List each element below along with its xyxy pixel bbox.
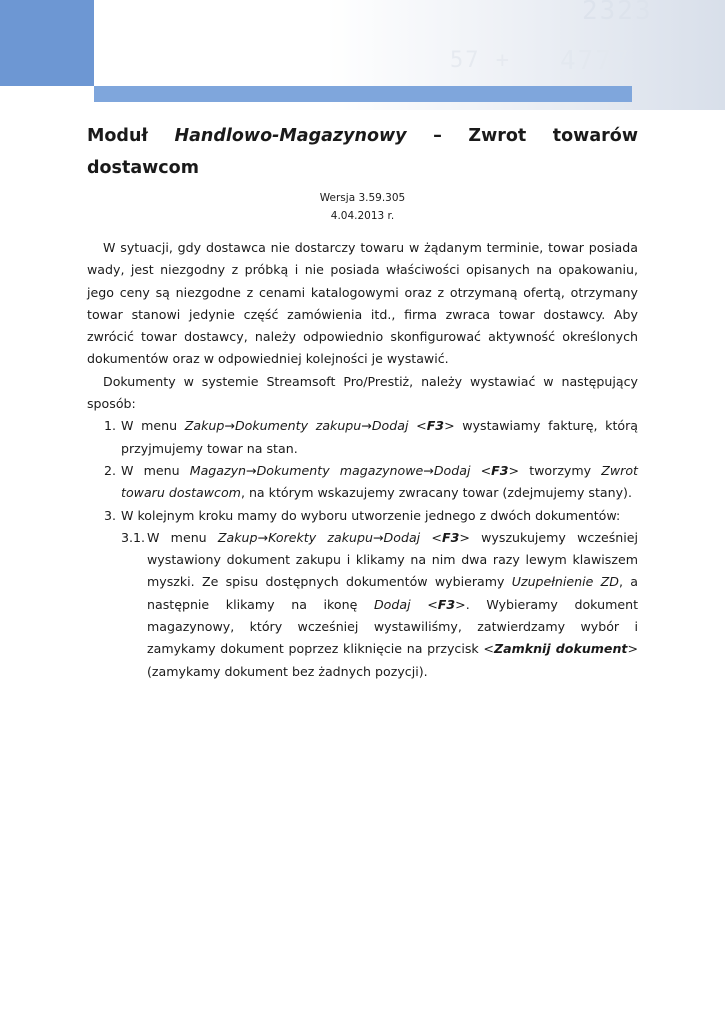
shortcut-key: F3 [437, 596, 456, 612]
sub-list-item: 3.1. W menu Zakup→Korekty zakupu→Dodaj <F3> wyszukujemy wcześniej wystawiony dokument zakupu i klikamy na nim dwa razy lewym klawiszem myszki. Ze spisu dostępnych dokumentów wybieramy Uzupełnienie ZD, a następnie klikamy na ikonę Dodaj <F3>. Wybieramy dokument magazynowy, który wcześniej wystawiliśmy, zatwierdzamy wybór i zamykamy dokument poprzez kliknięcie na przycisk <Zamknij dokument> (zamykamy dokument bez żadnych pozycji). [87, 527, 638, 683]
icon-name: Dodaj [373, 596, 411, 612]
shortcut-key: F3 [441, 529, 460, 545]
steps-list [87, 415, 638, 683]
page-title-line-2: dostawcom [87, 158, 199, 178]
list-item-number: 3. [104, 507, 117, 523]
header-decor-number: 57 + [450, 48, 511, 73]
menu-path: Zakup→Dokumenty zakupu→Dodaj [184, 418, 409, 434]
header-decor-number: 2323 [582, 0, 653, 26]
list-item: 1. W menu Zakup→Dokumenty zakupu→Dodaj <F3> wystawiamy fakturę, którą przyjmujemy towar na stan. [87, 415, 638, 460]
version-date: 4.04.2013 r. [330, 210, 395, 222]
list-item: 2. W menu Magazyn→Dokumenty magazynowe→Dodaj <F3> tworzymy Zwrot towaru dostawcom, na którym wskazujemy zwracany towar (zdejmujemy stany). [87, 460, 638, 505]
list-item-number: 1. [104, 418, 117, 434]
shortcut-key: F3 [426, 418, 445, 434]
intro-paragraph: W sytuacji, gdy dostawca nie dostarczy towaru w żądanym terminie, towar posiada wady, jest niezgodny z próbką i nie posiada właściwości opisanych na opakowaniu, jego ceny są niezgodne z cenami katalogowymi oraz z otrzymaną ofertą, otrzymany towar stanowi jedynie część zamówienia itd., firma zwraca towar dostawcy. Aby zwrócić towar dostawcy, należy odpowiednio skonfigurować aktywność określonych dokumentów oraz w odpowiedniej kolejności je wystawić. [87, 240, 638, 367]
shortcut-key: F3 [491, 462, 509, 478]
list-item: 3. W kolejnym kroku mamy do wyboru utworzenie jednego z dwóch dokumentów: [87, 505, 638, 527]
version-number: Wersja 3.59.305 [319, 192, 406, 204]
list-item-number: 2. [104, 462, 117, 478]
page-title-line-1: Moduł Handlowo-Magazynowy – Zwrot towarów [87, 126, 638, 146]
version-info [87, 189, 638, 225]
menu-path: Magazyn→Dokumenty magazynowe→Dodaj [189, 462, 471, 478]
header-blue-bar [94, 86, 632, 102]
document-type: Zwrot towaru dostawcom [121, 462, 638, 501]
button-name: Zamknij dokument [493, 641, 628, 657]
menu-path: Zakup→Korekty zakupu→Dodaj [217, 529, 421, 545]
page-title [87, 120, 638, 184]
header-decor-number: 4777 [560, 46, 631, 76]
document-type: Uzupełnienie ZD [511, 574, 619, 590]
sub-list-item-number: 3.1. [121, 529, 146, 545]
header-blue-square [0, 0, 94, 86]
document-body [87, 237, 638, 683]
documents-paragraph: Dokumenty w systemie Streamsoft Pro/Prestiż, należy wystawiać w następujący sposób: [87, 373, 638, 412]
